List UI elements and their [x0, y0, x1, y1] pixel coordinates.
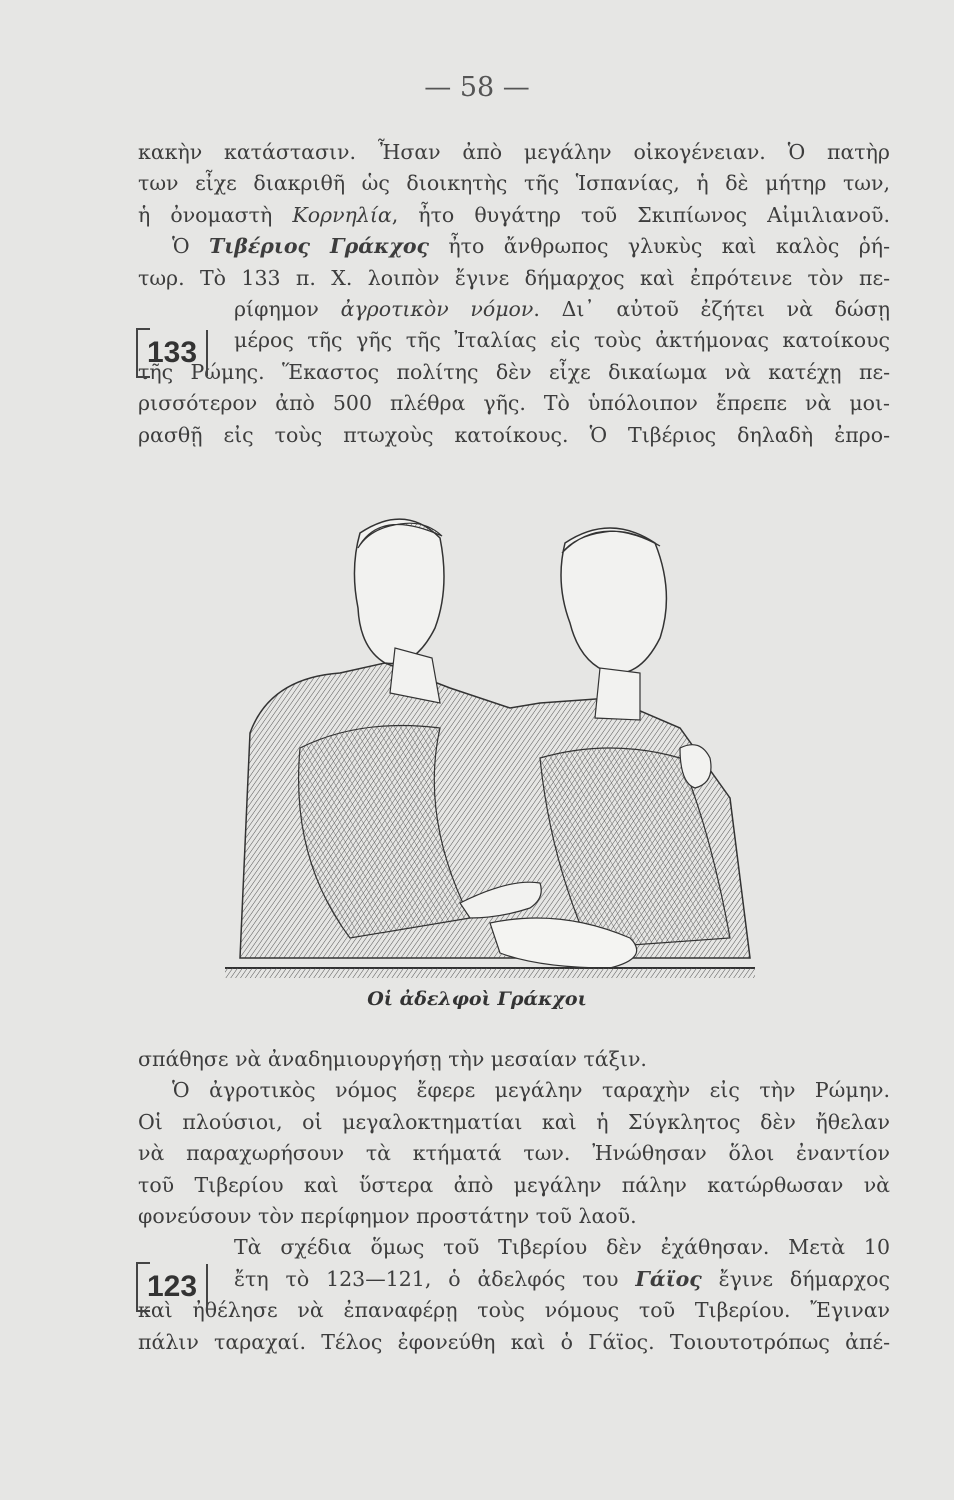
text-line: ρισσότερον ἀπὸ 500 πλέθρα γῆς. Τὸ ὑπόλοιπον ἔπρεπε νὰ μοι-	[138, 391, 890, 416]
text-line: ρασθῇ εἰς τοὺς πτωχοὺς κατοίκους. Ὁ Τιβέριος δηλαδὴ ἐπρο-	[138, 422, 890, 447]
text-line: μέρος τῆς γῆς τῆς Ἰταλίας εἰς τοὺς ἀκτήμονας κατοίκους	[234, 328, 890, 353]
text-line: Οἱ πλούσιοι, οἱ μεγαλοκτηματίαι καὶ ἡ Σύγκλητος δὲν ἤθελαν	[138, 1109, 890, 1134]
text-span: , ἦτο θυγάτηρ τοῦ Σκιπίωνος Αἰμιλιανοῦ.	[391, 202, 891, 227]
text-span: . Δι᾽ αὐτοῦ ἐζήτει νὰ δώσῃ	[533, 297, 890, 322]
text-line	[138, 231, 890, 262]
top-paragraph	[138, 137, 890, 451]
text-line: νὰ παραχωρήσουν τὰ κτήματά των. Ἠνώθησαν ὅλοι ἐναντίον	[138, 1141, 890, 1166]
text-span: ἡ ὀνομαστὴ	[138, 202, 293, 227]
margin-year-133: 133	[136, 330, 208, 376]
text-span: ἔγινε δήμαρχος	[701, 1266, 890, 1291]
text-span: ρίφημον	[234, 297, 341, 322]
illustration-caption: Οἱ ἀδελφοὶ Γράκχοι	[367, 988, 587, 1010]
name-gaius: Γάϊος	[635, 1266, 702, 1291]
text-line	[138, 200, 890, 231]
text-span: ἔτη τὸ 123—121, ὁ ἀδελφός του	[234, 1266, 636, 1291]
gracchi-brothers-illustration	[210, 498, 770, 982]
text-span: ἦτο ἄνθρωπος γλυκὺς καὶ καλὸς ῥή-	[428, 234, 890, 259]
name-kornilia: Κορνηλία	[292, 202, 392, 227]
text-line: φονεύσουν τὸν περίφημον προστάτην τοῦ λαοῦ.	[138, 1204, 637, 1229]
text-line: σπάθησε νὰ ἀναδημιουργήσῃ τὴν μεσαίαν τάξιν.	[138, 1047, 647, 1071]
page-number: — 58 —	[424, 72, 530, 103]
margin-year-123: 123	[136, 1264, 208, 1310]
text-line	[138, 1264, 890, 1295]
text-line: Τὰ σχέδια ὅμως τοῦ Τιβερίου δὲν ἐχάθησαν. Μετὰ 10	[234, 1235, 890, 1260]
text-line	[138, 294, 890, 325]
text-line: κακὴν κατάστασιν. Ἦσαν ἀπὸ μεγάλην οἰκογένειαν. Ὁ πατὴρ	[138, 140, 890, 164]
name-tiberius-gracchus: Τιβέριος Γράκχος	[209, 234, 429, 259]
agrarian-law-term: ἀγροτικὸν νόμον	[340, 297, 534, 322]
bottom-paragraph	[138, 1044, 890, 1358]
text-line: πάλιν ταραχαί. Τέλος ἐφονεύθη καὶ ὁ Γάϊος. Τοιουτοτρόπως ἀπέ-	[138, 1329, 890, 1354]
text-line: Ὁ ἀγροτικὸς νόμος ἔφερε μεγάλην ταραχὴν εἰς τὴν Ρώμην.	[172, 1078, 890, 1103]
text-line: τῆς Ρώμης. Ἕκαστος πολίτης δὲν εἶχε δικαίωμα νὰ κατέχῃ πε-	[138, 359, 890, 384]
text-line: καὶ ἠθέλησε νὰ ἐπαναφέρῃ τοὺς νόμους τοῦ Τιβερίου. Ἔγιναν	[138, 1298, 890, 1323]
text-line: των εἶχε διακριθῆ ὡς διοικητὴς τῆς Ἱσπανίας, ἡ δὲ μήτηρ των,	[138, 171, 890, 196]
text-span: Ὁ	[172, 234, 210, 259]
text-line: τοῦ Τιβερίου καὶ ὕστερα ἀπὸ μεγάλην πάλην κατώρθωσαν νὰ	[138, 1172, 890, 1197]
text-line: τωρ. Τὸ 133 π. Χ. λοιπὸν ἔγινε δήμαρχος καὶ ἐπρότεινε τὸν πε-	[138, 265, 890, 290]
